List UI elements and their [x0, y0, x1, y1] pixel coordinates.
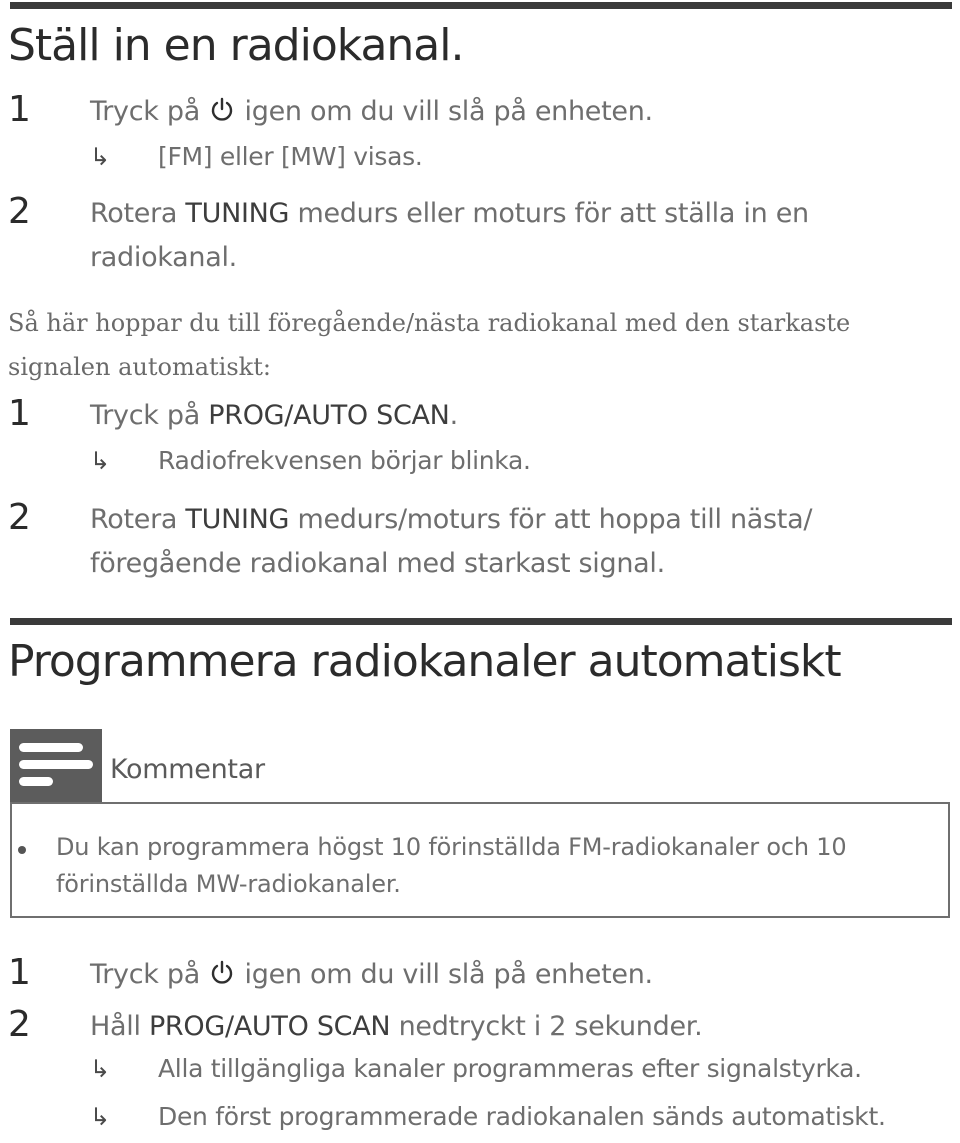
step-rest: medurs eller moturs för att ställa in en [297, 198, 809, 229]
step-number: 2 [8, 1004, 31, 1045]
section-rule-top [10, 2, 952, 9]
step-result: Den först programmerade radiokanalen sänds automatiskt. [158, 1102, 886, 1131]
step-text [90, 1007, 702, 1047]
step-text [90, 396, 458, 436]
step-prefix: Rotera [90, 504, 178, 535]
step-result: Alla tillgängliga kanaler programmeras efter signalstyrka. [158, 1054, 862, 1083]
step-text-after: igen om du vill slå på enheten. [244, 959, 653, 990]
result-arrow-icon: ↳ [90, 1103, 111, 1131]
step-result: Radiofrekvensen börjar blinka. [158, 446, 531, 475]
step-text-before: Tryck på [90, 959, 200, 990]
note-text-continued: förinställda MW-radiokanaler. [56, 870, 401, 898]
step-number: 1 [8, 89, 31, 130]
power-icon [210, 958, 234, 998]
step-text-before: Tryck på [90, 96, 200, 127]
note-text: Du kan programmera högst 10 förinställda FM-radiokanaler och 10 [56, 833, 847, 861]
step-prefix: Håll [90, 1011, 141, 1042]
note-title: Kommentar [110, 754, 265, 785]
step-text-continued: radiokanal. [90, 242, 237, 273]
step-result: [FM] eller [MW] visas. [158, 142, 423, 171]
step-rest: medurs/moturs för att hoppa till nästa/ [297, 504, 813, 535]
step-number: 2 [8, 191, 31, 232]
power-icon [210, 95, 234, 135]
step-text-continued: föregående radiokanal med starkast signal. [90, 548, 665, 579]
step-suffix: . [449, 400, 458, 431]
section-title-auto-program: Programmera radiokanaler automatiskt [8, 636, 841, 687]
step-prefix: Rotera [90, 198, 178, 229]
step-text-after: igen om du vill slå på enheten. [244, 96, 653, 127]
step-text [90, 500, 812, 540]
step-keyword: TUNING [185, 504, 290, 535]
step-number: 1 [8, 393, 31, 434]
step-keyword: PROG/AUTO SCAN [148, 1011, 391, 1042]
step-number: 1 [8, 952, 31, 993]
step-text [90, 955, 653, 998]
result-arrow-icon: ↳ [90, 1055, 111, 1083]
step-suffix: nedtryckt i 2 sekunder. [398, 1011, 703, 1042]
bullet-icon [18, 846, 26, 854]
intro-paragraph-line: Så här hoppar du till föregående/nästa radiokanal med den starkaste [8, 309, 851, 337]
result-arrow-icon: ↳ [90, 447, 111, 475]
step-keyword: TUNING [185, 198, 290, 229]
step-prefix: Tryck på [90, 400, 200, 431]
step-text [90, 194, 809, 234]
section-title-tune-station: Ställ in en radiokanal. [8, 20, 464, 71]
section-rule [10, 618, 952, 625]
step-text [90, 92, 653, 135]
step-keyword: PROG/AUTO SCAN [208, 400, 450, 431]
note-icon [10, 729, 102, 802]
intro-paragraph-line: signalen automatiskt: [8, 353, 271, 381]
step-number: 2 [8, 497, 31, 538]
result-arrow-icon: ↳ [90, 143, 111, 171]
